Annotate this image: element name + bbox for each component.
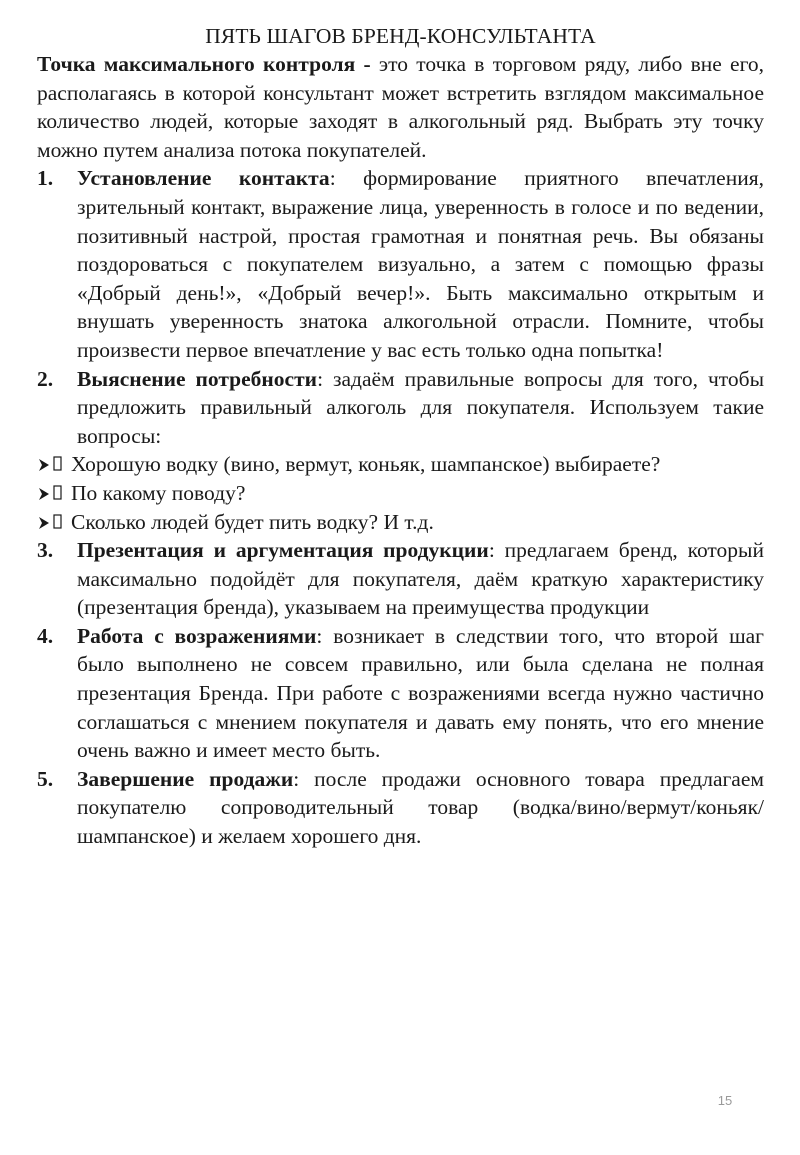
question-text: Хорошую водку (вино, вермут, коньяк, шампанское) выбираете? (71, 452, 661, 477)
step-item (37, 536, 764, 622)
step-text: : возникает в следствии того, что второй шаг было выполнено не совсем правильно, или была сделана не полная презентация Бренда. При работе с возражениями всегда нужно частично соглашаться с мнением покупателя и давать ему понять, что его мнение очень важно и имеет место быть. (77, 623, 764, 763)
step-number: 2. (37, 366, 54, 391)
step-term: Презентация и аргументация продукции (77, 538, 489, 563)
step-term: Выяснение потребности (77, 366, 318, 391)
intro-term: Точка максимального контроля - (37, 52, 371, 76)
question-text: Сколько людей будет пить водку? И т.д. (71, 509, 434, 534)
step-item (37, 365, 764, 451)
step-number: 3. (37, 538, 54, 563)
step-item (37, 622, 764, 765)
arrow-bullet-icon (37, 450, 67, 478)
step-text: : предлагаем бренд, который максимально подойдёт для покупателя, даём краткую характеристику (презентация бренда), указываем на преимущества продукции (77, 538, 764, 620)
step-number: 4. (37, 623, 54, 648)
step-item (37, 765, 764, 851)
step-number: 5. (37, 766, 54, 791)
step-term: Работа с возражениями (77, 623, 317, 648)
question-item (37, 479, 764, 508)
step-term: Установление контакта (77, 166, 330, 191)
questions-list (37, 450, 764, 536)
steps-list (37, 164, 764, 450)
step-text: : формирование приятного впечатления, зрительный контакт, выражение лица, уверенность в голосе и по ведении, позитивный настрой, простая грамотная и понятная речь. Вы обязаны поздороваться с покупателем визуально, а затем с помощью фразы «Добрый день!», «Добрый вечер!». Быть максимально открытым и внушать уверенность знатока алкогольной отрасли. Помните, чтобы произвести первое впечатление у вас есть только одна попытка! (77, 166, 764, 362)
question-text: По какому поводу? (71, 480, 246, 505)
step-text: : после продажи основного товара предлагаем покупателю сопроводительный товар (водка/вино/вермут/коньяк/шампанское) и желаем хорошего дня. (77, 766, 764, 849)
question-item (37, 508, 764, 537)
arrow-bullet-icon (37, 508, 67, 536)
step-text: : задаём правильные вопросы для того, чтобы предложить правильный алкоголь для покупателя. Используем такие вопросы: (77, 366, 765, 448)
step-term: Завершение продажи (77, 766, 294, 791)
step-number: 1. (37, 166, 54, 191)
document-page (37, 22, 764, 851)
page-number: 15 (717, 1093, 733, 1108)
question-item (37, 450, 764, 479)
intro-text: это точка в торговом ряду, либо вне его, располагаясь в которой консультант может встретить взглядом максимальное количество людей, которые заходят в алкогольный ряд. Выбрать эту точку можно путем анализа потока покупателей. (37, 52, 764, 162)
arrow-bullet-icon (37, 479, 67, 507)
document-title: ПЯТЬ ШАГОВ БРЕНД-КОНСУЛЬТАНТА (205, 24, 596, 48)
intro-paragraph (37, 50, 764, 164)
steps-list-continued (37, 536, 764, 851)
step-item (37, 164, 764, 364)
